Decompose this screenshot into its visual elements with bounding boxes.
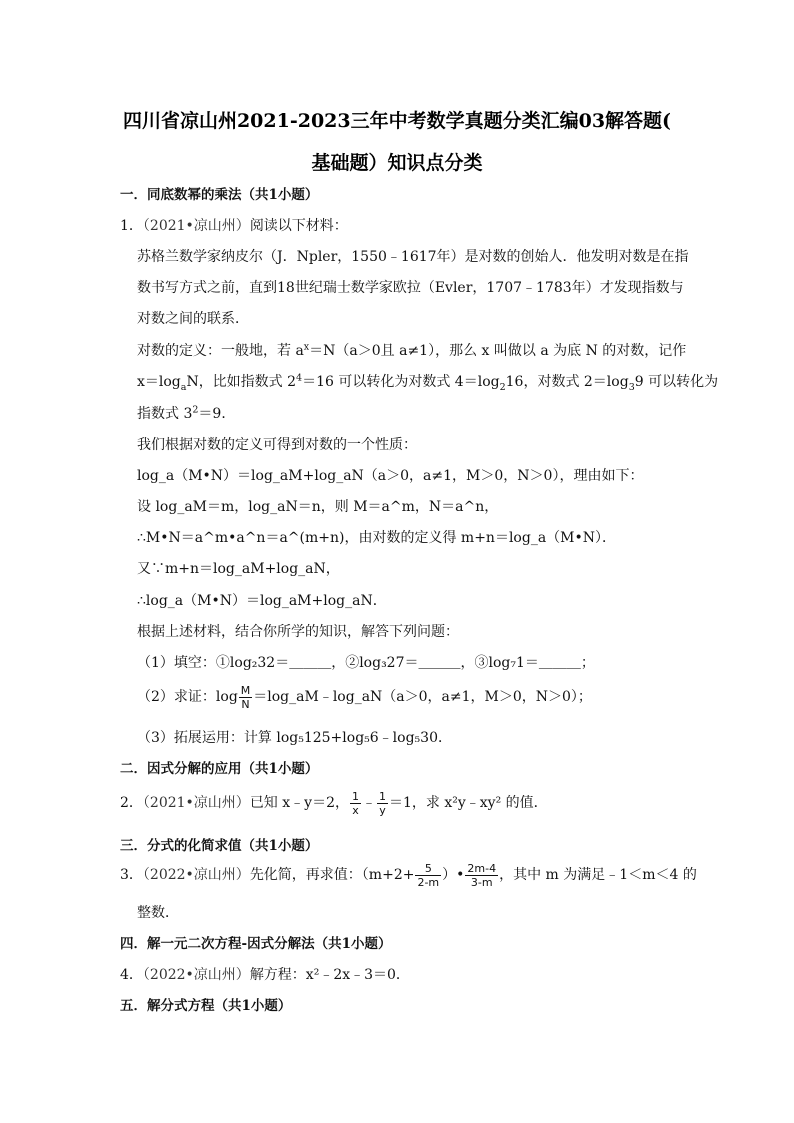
document-title-line-1: 四川省凉山州2021-2023三年中考数学真题分类汇编03解答题( — [122, 110, 672, 132]
question-source: （2022•凉山州） — [142, 867, 250, 883]
question-number: 2． — [120, 795, 143, 811]
section-heading-3: 三．分式的化简求值（共1小题） — [120, 838, 319, 854]
question-number: 3． — [120, 867, 143, 883]
text-span: 解方程：x²﹣2x﹣3＝0． — [249, 967, 410, 983]
text-span: 先化简，再求值：（m+2+ — [249, 867, 415, 883]
text-span: N，比如指数式 2 — [186, 374, 297, 390]
text-span: x＝log — [137, 374, 181, 390]
question-3-line-2: 整数． — [137, 905, 179, 921]
fraction-2m-4-over-3-m — [465, 862, 498, 889]
q1-subquestion-3: （3）拓展运用：计算 log₅125+log₅6﹣log₅30． — [137, 730, 452, 746]
text-span: ＝9． — [198, 406, 236, 422]
fraction-denominator: N — [241, 697, 250, 711]
fraction-numerator: 2m-4 — [467, 861, 497, 875]
superscript: 2 — [192, 404, 199, 416]
fraction-numerator: 5 — [415, 862, 441, 876]
question-1-header — [120, 217, 348, 235]
fraction-numerator: M — [240, 683, 251, 697]
question-source: （2021•凉山州） — [142, 218, 250, 234]
fraction-m-over-n — [239, 684, 253, 711]
q1-paragraph-line-1: 苏格兰数学家纳皮尔（J．Npler，1550﹣1617年）是对数的创始人．他发明对数是在指 — [137, 249, 689, 265]
q1-paragraph-line-2: 数书写方式之前，直到18世纪瑞士数学家欧拉（Evler，1707﹣1783年）才发现指数与 — [137, 280, 684, 296]
fraction-5-over-2-m — [415, 862, 441, 889]
q1-proof-step-1: 设 log_aM＝m，log_aN＝n，则 M＝a^m，N＝a^n， — [137, 499, 499, 515]
q1-definition-line-1 — [137, 342, 686, 360]
text-span: 16，对数式 2＝log — [505, 374, 629, 390]
q1-definition-line-3 — [137, 405, 235, 423]
fraction-denominator: y — [379, 803, 386, 817]
question-3: 3．（2022•凉山州）先化简，再求值：（m+2+ $\frac{5}{2-m}$ ）• $\frac{2m-4}{3-m}$ ，其中 m 为满足﹣1＜m＜4 的 — [120, 861, 697, 889]
q1-subquestion-1: （1）填空：①log₂32＝＿＿＿，②log₃27＝＿＿＿，③log₇1＝＿＿＿； — [137, 655, 595, 671]
section-heading-5: 五．解分式方程（共1小题） — [120, 998, 292, 1014]
q1-property-formula: log_a（M•N）＝log_aM+log_aN（a＞0，a≠1，M＞0，N＞0），理由如下： — [137, 468, 644, 484]
text-span: ，其中 m 为满足﹣1＜m＜4 的 — [499, 867, 697, 883]
text-span: 指数式 3 — [137, 406, 193, 422]
question-number: 4． — [120, 967, 143, 983]
text-span: ＝log_aM﹣log_aN（a＞0，a≠1，M＞0，N＞0）； — [253, 689, 592, 705]
text-span: ＝1，求 x²y﹣xy² 的值． — [388, 795, 548, 811]
subscript: a — [180, 381, 187, 393]
question-4 — [120, 966, 410, 984]
text-span: 已知 x﹣y＝2， — [249, 795, 349, 811]
fraction-1-over-y — [377, 790, 388, 817]
q1-paragraph-line-3: 对数之间的联系． — [137, 311, 249, 327]
text-span: ＝N（a＞0且 a≠1），那么 x 叫做以 a 为底 N 的对数，记作 — [309, 343, 687, 359]
fraction-denominator: 2-m — [417, 875, 440, 889]
fraction-numerator: 1 — [351, 789, 359, 803]
q1-subquestion-2 — [137, 683, 592, 711]
question-intro: 阅读以下材料： — [249, 218, 348, 234]
superscript: 4 — [296, 372, 303, 384]
question-source: （2021•凉山州） — [142, 795, 250, 811]
question-2: 2．（2021•凉山州）已知 x﹣y＝2， $\frac{1}{x}$ ﹣ $\frac{1}{y}$ ＝1，求 x²y﹣xy² 的值． — [120, 789, 548, 817]
text-span: 9 可以转化为 — [634, 374, 719, 390]
q1-property-intro: 我们根据对数的定义可得到对数的一个性质： — [137, 437, 417, 453]
fraction-denominator: x — [352, 803, 359, 817]
section-heading-1: 一．同底数幂的乘法（共1小题） — [120, 187, 319, 203]
text-span: （2）求证：log — [137, 689, 238, 705]
section-heading-2: 二．因式分解的应用（共1小题） — [120, 761, 319, 777]
text-span: 对数的定义：一般地，若 a — [137, 343, 304, 359]
superscript: x — [303, 341, 310, 353]
fraction-1-over-x — [350, 790, 361, 817]
q1-proof-step-4: ∴log_a（M•N）＝log_aM+log_aN． — [137, 593, 387, 609]
q1-proof-step-3: 又∵m+n＝log_aM+log_aN， — [137, 561, 340, 577]
question-source: （2022•凉山州） — [142, 967, 250, 983]
fraction-denominator: 3-m — [470, 875, 493, 889]
document-title-line-2: 基础题）知识点分类 — [311, 152, 483, 174]
q1-definition-line-2 — [137, 373, 718, 391]
subscript: 2 — [499, 381, 506, 393]
subscript: 3 — [628, 381, 635, 393]
section-heading-4: 四．解一元二次方程-因式分解法（共1小题） — [120, 936, 392, 952]
q1-task-intro: 根据上述材料，结合你所学的知识，解答下列问题： — [137, 624, 459, 640]
question-number: 1． — [120, 218, 143, 234]
fraction-numerator: 1 — [378, 789, 386, 803]
q1-proof-step-2: ∴M•N＝a^m•a^n＝a^(m+n)，由对数的定义得 m+n＝log_a（M•N）． — [137, 530, 617, 546]
text-span: ＝16 可以转化为对数式 4＝log — [302, 374, 500, 390]
